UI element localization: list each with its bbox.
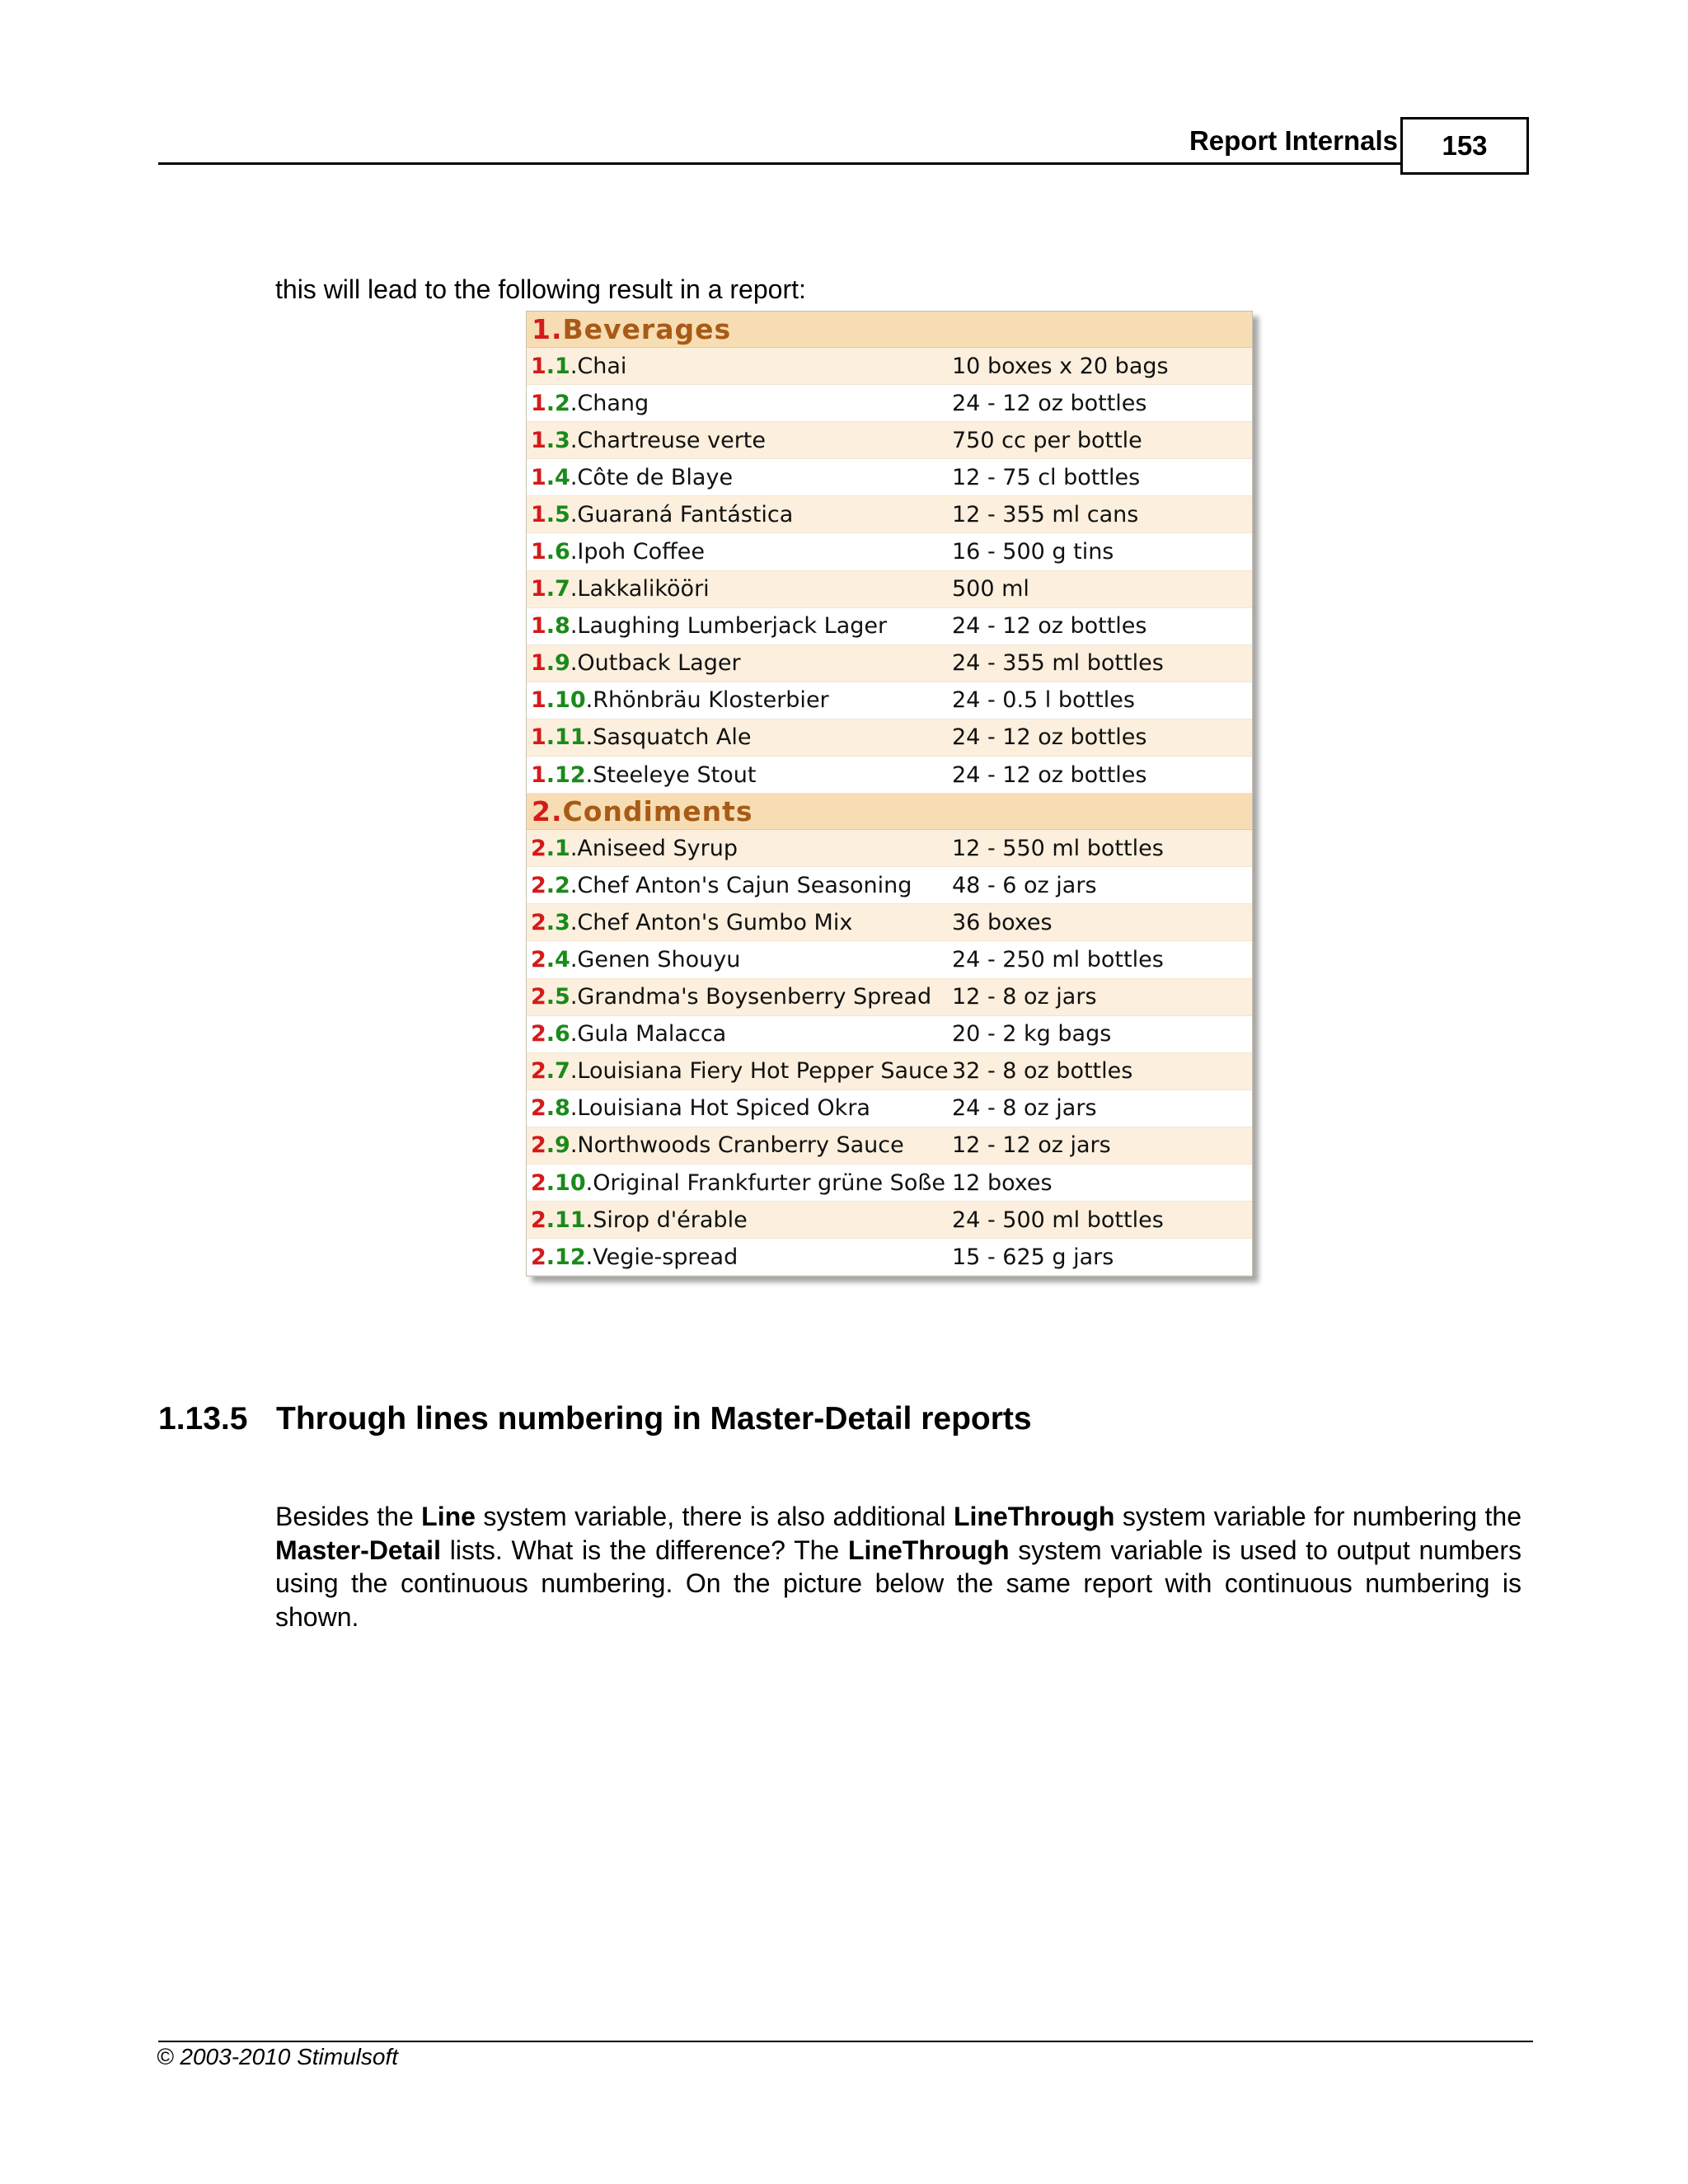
product-name: .Gula Malacca (570, 1021, 727, 1047)
quantity-per-unit: 500 ml (952, 576, 1029, 602)
product-name-cell (527, 354, 952, 379)
report-row (527, 496, 1252, 533)
product-name-cell (527, 539, 952, 565)
report-row (527, 459, 1252, 496)
product-name: .Louisiana Hot Spiced Okra (570, 1095, 870, 1122)
detail-line-number: .5 (546, 501, 570, 527)
report-row (527, 571, 1252, 608)
detail-line-number: .8 (546, 613, 570, 640)
product-name: .Sasquatch Ale (585, 724, 752, 751)
page-number-box (1400, 117, 1529, 175)
group-line-number: 1 (531, 464, 546, 490)
body-paragraph (275, 1500, 1522, 1633)
product-name-cell (527, 1170, 952, 1196)
detail-line-number: .12 (546, 1244, 586, 1270)
quantity-per-unit: 12 - 355 ml cans (952, 501, 1139, 527)
group-line-number: 2 (531, 1095, 546, 1122)
product-name: .Guaraná Fantástica (570, 501, 794, 527)
product-name: .Rhönbräu Klosterbier (585, 687, 829, 714)
product-name-cell (527, 1021, 952, 1047)
product-name-cell (527, 762, 952, 788)
product-name-cell (527, 947, 952, 972)
product-name-cell (527, 873, 952, 898)
group-line-number: 1 (531, 576, 546, 602)
group-line-number: 2 (531, 1207, 546, 1233)
product-name: .Grandma's Boysenberry Spread (570, 984, 932, 1010)
report-preview (526, 311, 1253, 1277)
product-name: .Côte de Blaye (570, 464, 734, 490)
quantity-per-unit: 10 boxes x 20 bags (952, 353, 1169, 379)
product-name-cell (527, 687, 952, 713)
quantity-per-unit: 12 - 8 oz jars (952, 984, 1097, 1010)
product-name: .Chai (570, 353, 627, 379)
product-name-cell (527, 502, 952, 527)
quantity-per-unit: 12 - 12 oz jars (952, 1132, 1111, 1159)
detail-line-number: .1 (546, 353, 570, 379)
product-name-cell (527, 576, 952, 602)
group-line-number: 2 (531, 872, 546, 898)
section-heading (158, 1401, 1032, 1437)
report-row (527, 348, 1252, 385)
group-line-number: 2 (531, 984, 546, 1010)
quantity-per-unit: 12 boxes (952, 1169, 1053, 1196)
quantity-per-unit: 12 - 550 ml bottles (952, 835, 1164, 861)
text-run: lists. What is the difference? The (440, 1535, 848, 1565)
product-name: .Original Frankfurter grüne Soße (585, 1169, 945, 1196)
quantity-per-unit: 750 cc per bottle (952, 427, 1142, 453)
product-name-cell (527, 391, 952, 416)
group-line-number: 2 (531, 909, 546, 935)
report-row (527, 682, 1252, 719)
quantity-per-unit: 24 - 355 ml bottles (952, 650, 1164, 677)
product-name: .Genen Shouyu (570, 946, 741, 972)
product-name: .Lakkalikööri (570, 576, 710, 602)
report-row (527, 941, 1252, 978)
running-header-title: Report Internals (1189, 125, 1398, 156)
report-row (527, 608, 1252, 645)
report-row (527, 385, 1252, 422)
product-name: .Chef Anton's Cajun Seasoning (570, 872, 912, 898)
group-line-number: 2 (531, 1244, 546, 1270)
detail-line-number: .6 (546, 539, 570, 565)
detail-line-number: .5 (546, 984, 570, 1010)
page-number: 153 (1442, 130, 1488, 161)
detail-line-number: .2 (546, 872, 570, 898)
product-name: .Sirop d'érable (585, 1207, 748, 1233)
report-row (527, 904, 1252, 941)
product-name-cell (527, 910, 952, 935)
group-header (527, 312, 1252, 348)
bold-term: Master-Detail (275, 1535, 441, 1565)
product-name-cell (527, 650, 952, 676)
bold-term: LineThrough (847, 1535, 1010, 1565)
text-run: system variable, there is also additional (475, 1502, 954, 1531)
quantity-per-unit: 24 - 250 ml bottles (952, 946, 1164, 972)
product-name: .Ipoh Coffee (570, 539, 705, 565)
report-row (527, 830, 1252, 867)
report-row (527, 1239, 1252, 1276)
group-number: 1. (532, 313, 563, 345)
report-row (527, 533, 1252, 570)
detail-line-number: .3 (546, 427, 570, 453)
group-header (527, 794, 1252, 830)
group-line-number: 2 (531, 946, 546, 972)
detail-line-number: .7 (546, 1058, 570, 1085)
product-name: .Steeleye Stout (585, 762, 757, 788)
product-name: .Vegie-spread (585, 1244, 738, 1270)
footer-rule (158, 2041, 1533, 2042)
report-row (527, 979, 1252, 1016)
group-line-number: 1 (531, 501, 546, 527)
report-row (527, 422, 1252, 459)
report-row (527, 645, 1252, 682)
quantity-per-unit: 12 - 75 cl bottles (952, 464, 1141, 490)
quantity-per-unit: 24 - 8 oz jars (952, 1095, 1097, 1122)
group-line-number: 1 (531, 724, 546, 751)
quantity-per-unit: 24 - 0.5 l bottles (952, 687, 1135, 714)
text-run: Besides the (275, 1502, 422, 1531)
product-name-cell (527, 1132, 952, 1158)
detail-line-number: .10 (546, 1169, 586, 1196)
detail-line-number: .9 (546, 1132, 570, 1159)
detail-line-number: .9 (546, 650, 570, 677)
quantity-per-unit: 15 - 625 g jars (952, 1244, 1114, 1270)
report-row (527, 1016, 1252, 1053)
report-row (527, 719, 1252, 757)
report-row (527, 867, 1252, 904)
group-line-number: 2 (531, 1169, 546, 1196)
product-name: .Chef Anton's Gumbo Mix (570, 909, 853, 935)
product-name: .Outback Lager (570, 650, 741, 677)
group-line-number: 2 (531, 1021, 546, 1047)
detail-line-number: .4 (546, 946, 570, 972)
group-line-number: 1 (531, 650, 546, 677)
quantity-per-unit: 20 - 2 kg bags (952, 1021, 1112, 1047)
group-line-number: 1 (531, 613, 546, 640)
quantity-per-unit: 24 - 12 oz bottles (952, 762, 1147, 788)
group-line-number: 1 (531, 427, 546, 453)
intro-text: this will lead to the following result in a report: (275, 274, 806, 304)
section-title: Through lines numbering in Master-Detail reports (276, 1401, 1032, 1436)
group-line-number: 1 (531, 539, 546, 565)
report-row (527, 1053, 1252, 1090)
group-line-number: 2 (531, 835, 546, 861)
text-run: system variable for numbering the (1114, 1502, 1522, 1531)
detail-line-number: .1 (546, 835, 570, 861)
product-name-cell (527, 613, 952, 639)
detail-line-number: .12 (546, 762, 586, 788)
quantity-per-unit: 24 - 12 oz bottles (952, 613, 1147, 640)
product-name-cell (527, 836, 952, 861)
quantity-per-unit: 48 - 6 oz jars (952, 872, 1097, 898)
product-name-cell (527, 1095, 952, 1121)
text-run: system variable is used to output numbers using the continuous numbering. On the picture below the same report with continuous numbering is shown. (275, 1535, 1522, 1632)
section-number: 1.13.5 (158, 1401, 248, 1436)
group-number: 2. (532, 795, 563, 828)
detail-line-number: .11 (546, 1207, 586, 1233)
detail-line-number: .6 (546, 1021, 570, 1047)
quantity-per-unit: 16 - 500 g tins (952, 539, 1114, 565)
product-name-cell (527, 1058, 952, 1084)
product-name-cell (527, 465, 952, 490)
product-name: .Louisiana Fiery Hot Pepper Sauce (570, 1058, 949, 1085)
group-title: Beverages (562, 313, 732, 345)
product-name-cell (527, 724, 952, 750)
bold-term: LineThrough (953, 1502, 1115, 1531)
bold-term: Line (421, 1502, 476, 1531)
report-row (527, 1090, 1252, 1127)
detail-line-number: .3 (546, 909, 570, 935)
product-name-cell (527, 428, 952, 453)
detail-line-number: .11 (546, 724, 586, 751)
group-line-number: 1 (531, 353, 546, 379)
report-row (527, 1165, 1252, 1202)
group-line-number: 1 (531, 762, 546, 788)
product-name-cell (527, 1207, 952, 1233)
report-row (527, 1202, 1252, 1239)
quantity-per-unit: 24 - 12 oz bottles (952, 390, 1147, 416)
quantity-per-unit: 32 - 8 oz bottles (952, 1058, 1133, 1085)
detail-line-number: .10 (546, 687, 586, 714)
product-name-cell (527, 984, 952, 1010)
product-name: .Northwoods Cranberry Sauce (570, 1132, 904, 1159)
product-name: .Laughing Lumberjack Lager (570, 613, 888, 640)
product-name: .Aniseed Syrup (570, 835, 738, 861)
quantity-per-unit: 24 - 12 oz bottles (952, 724, 1147, 751)
report-row (527, 1127, 1252, 1165)
header-rule (158, 162, 1401, 165)
group-line-number: 2 (531, 1132, 546, 1159)
footer-copyright: © 2003-2010 Stimulsoft (157, 2044, 399, 2069)
quantity-per-unit: 36 boxes (952, 909, 1053, 935)
detail-line-number: .7 (546, 576, 570, 602)
detail-line-number: .2 (546, 390, 570, 416)
product-name-cell (527, 1244, 952, 1270)
detail-line-number: .4 (546, 464, 570, 490)
product-name: .Chartreuse verte (570, 427, 767, 453)
report-row (527, 757, 1252, 794)
group-title: Condiments (562, 795, 753, 828)
product-name: .Chang (570, 390, 649, 416)
detail-line-number: .8 (546, 1095, 570, 1122)
group-line-number: 1 (531, 390, 546, 416)
group-line-number: 2 (531, 1058, 546, 1085)
group-line-number: 1 (531, 687, 546, 714)
quantity-per-unit: 24 - 500 ml bottles (952, 1207, 1164, 1233)
